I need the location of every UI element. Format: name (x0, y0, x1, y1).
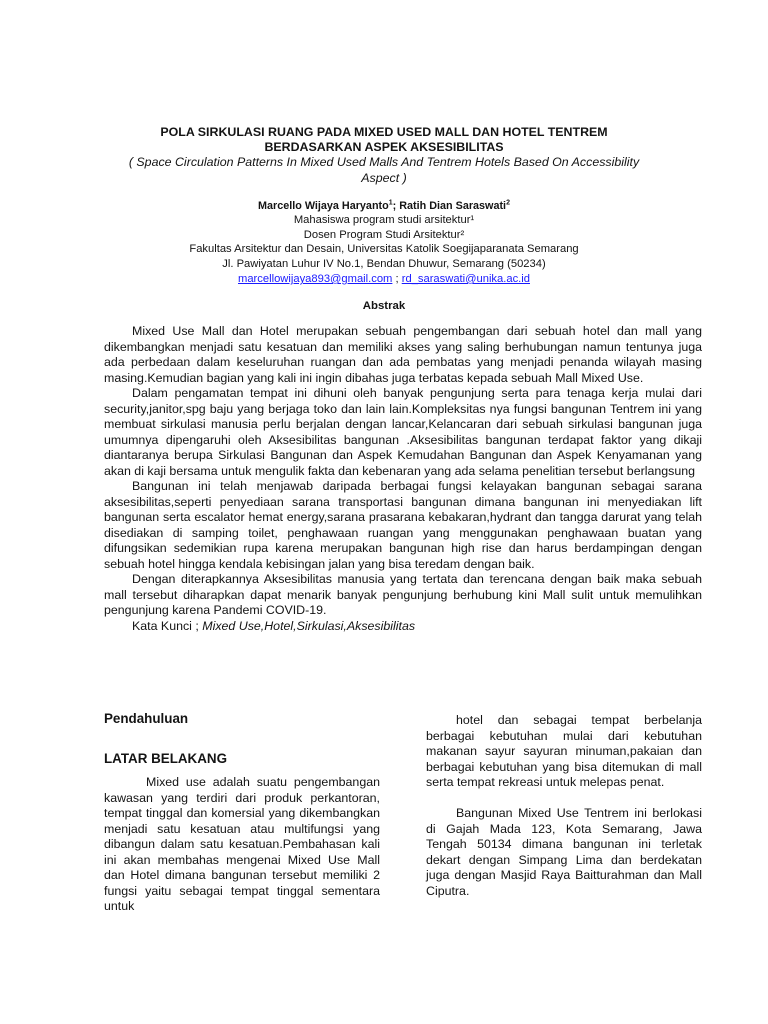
abstract-paragraph-4: Dengan diterapkannya Aksesibilitas manusia yang tertata dan terencana dengan baik maka sebuah mall tersebut diharapkan dapat menarik banyak pengunjung berhubung kini Mall sulit untuk memulihkan pengunjung karena Pandemi COVID-19. (104, 572, 702, 617)
left-column (104, 775, 380, 915)
left-column-paragraph-1: Mixed use adalah suatu pengembangan kawasan yang terdiri dari produk perkantoran, tempat tinggal dan komersial yang dikembangkan menjadi satu kesatuan atau multifungsi yang dibangun dalam satu kesatuan.Pembahasan kali ini akan membahas mengenai Mixed Use Mall dan Hotel dimana bangunan tersebut memiliki 2 fungsi yaitu sebagai tempat tinggal sementara untuk (104, 775, 380, 913)
author-separator: ; (392, 200, 400, 212)
right-column-paragraph-1: hotel dan sebagai tempat berbelanja berbagai kebutuhan mulai dari kebutuhan makanan sayur sayuran minuman,pakaian dan berbagai kebutuhan yang bisa ditemukan di mall serta tempat rekreasi untuk melepas penat. (426, 713, 702, 789)
right-column (426, 713, 702, 899)
abstract-paragraph-1: Mixed Use Mall dan Hotel merupakan sebuah pengembangan dari sebuah hotel dan mall yang dikembangkan menjadi satu kesatuan dan memiliki akses yang saling berhubungan namun tentunya juga ada perbedaan dalam keseluruhan ruangan dan ada pembatas yang menjadi penanda wilayah masing masing.Kemudian bagian yang kali ini ingin dibahas juga terbatas kepada sebuah Mall Mixed Use. (104, 324, 702, 385)
author-1-sup: 1 (388, 199, 393, 207)
email-link-author-1[interactable]: marcellowijaya893@gmail.com (238, 273, 393, 285)
subsection-heading-latar-belakang: LATAR BELAKANG (104, 751, 227, 766)
keywords-label: Kata Kunci ; (132, 618, 203, 633)
paper-title-line-1: POLA SIRKULASI RUANG PADA MIXED USED MALL DAN HOTEL TENTREM (160, 125, 608, 139)
right-column-paragraph-2: Bangunan Mixed Use Tentrem ini berlokasi di Gajah Mada 123, Kota Semarang, Jawa Tengah 50134 dimana bangunan ini terletak dekart dengan Simpang Lima dan berdekatan juga dengan Masjid Raya Baitturahman dan Mall Ciputra. (426, 806, 702, 898)
affiliation-lecturer: Dosen Program Studi Arsitektur² (303, 229, 465, 241)
paper-subtitle-line-1: ( Space Circulation Patterns In Mixed Used Malls And Tentrem Hotels Based On Accessibility (128, 155, 640, 169)
keywords-list: Mixed Use,Hotel,Sirkulasi,Aksesibilitas (202, 618, 416, 633)
abstract-body (104, 324, 702, 634)
address-line: Jl. Pawiyatan Luhur IV No.1, Bendan Dhuwur, Semarang (50234) (222, 258, 546, 270)
author-line (60, 199, 708, 213)
abstract-paragraph-2: Dalam pengamatan tempat ini dihuni oleh banyak pengunjung serta para tenaga kerja mulai dari security,janitor,spg baju yang berjaga toko dan lain lain.Kompleksitas nya fungsi bangunan Tentrem ini yang membuat sirkulasi manusia perlu berjalan dengan lancar,Kelancaran dari sebuah sirkulasi bangunan juga umumnya dipengaruhi oleh Aksesibilitas bangunan .Aksesibilitas bangunan terdapat faktor yang dikaji diantaranya berupa Sirkulasi Bangunan dan Aspek Kemudahan Bangunan dan Aspek Kenyamanan yang akan di kaji bersama untuk mengulik fakta dan kebenaran yang ada selama penelitian tersebut berlangsung (104, 386, 702, 478)
author-1: Marcello Wijaya Haryanto (258, 200, 389, 212)
email-separator: ; (392, 273, 402, 285)
abstract-paragraph-3: Bangunan ini telah menjawab daripada berbagai fungsi kelayakan bangunan sebagai sarana aksesibilitas,seperti penyediaan sarana transportasi bangunan dimana bangunan ini menyediakan lift bangunan serta escalator hemat energy,sarana prasarana kebakaran,hydrant dan tangga darurat yang telah disediakan di samping toilet, penghawaan ruangan yang menggunakan penghawaan buatan yang difungsikan sedemikian rupa karena merupakan bangunan high rise dan harus berdampingan dengan sebuah hotel hingga kendala kebisingan jalan yang bisa teredam dengan baik. (104, 479, 702, 571)
paper-title-line-2: BERDASARKAN ASPEK AKSESIBILITAS (264, 140, 504, 154)
abstract-heading: Abstrak (362, 300, 406, 312)
email-line (60, 272, 708, 286)
keywords-line (104, 619, 702, 635)
faculty-line: Fakultas Arsitektur dan Desain, Universitas Katolik Soegijaparanata Semarang (189, 243, 579, 255)
paper-subtitle-line-2: Aspect ) (361, 171, 407, 185)
section-heading-pendahuluan: Pendahuluan (104, 711, 189, 726)
email-link-author-2[interactable]: rd_saraswati@unika.ac.id (401, 273, 530, 285)
affiliation-student: Mahasiswa program studi arsitektur¹ (293, 214, 475, 226)
author-2-sup: 2 (506, 199, 510, 207)
author-2: Ratih Dian Saraswati (399, 200, 507, 212)
